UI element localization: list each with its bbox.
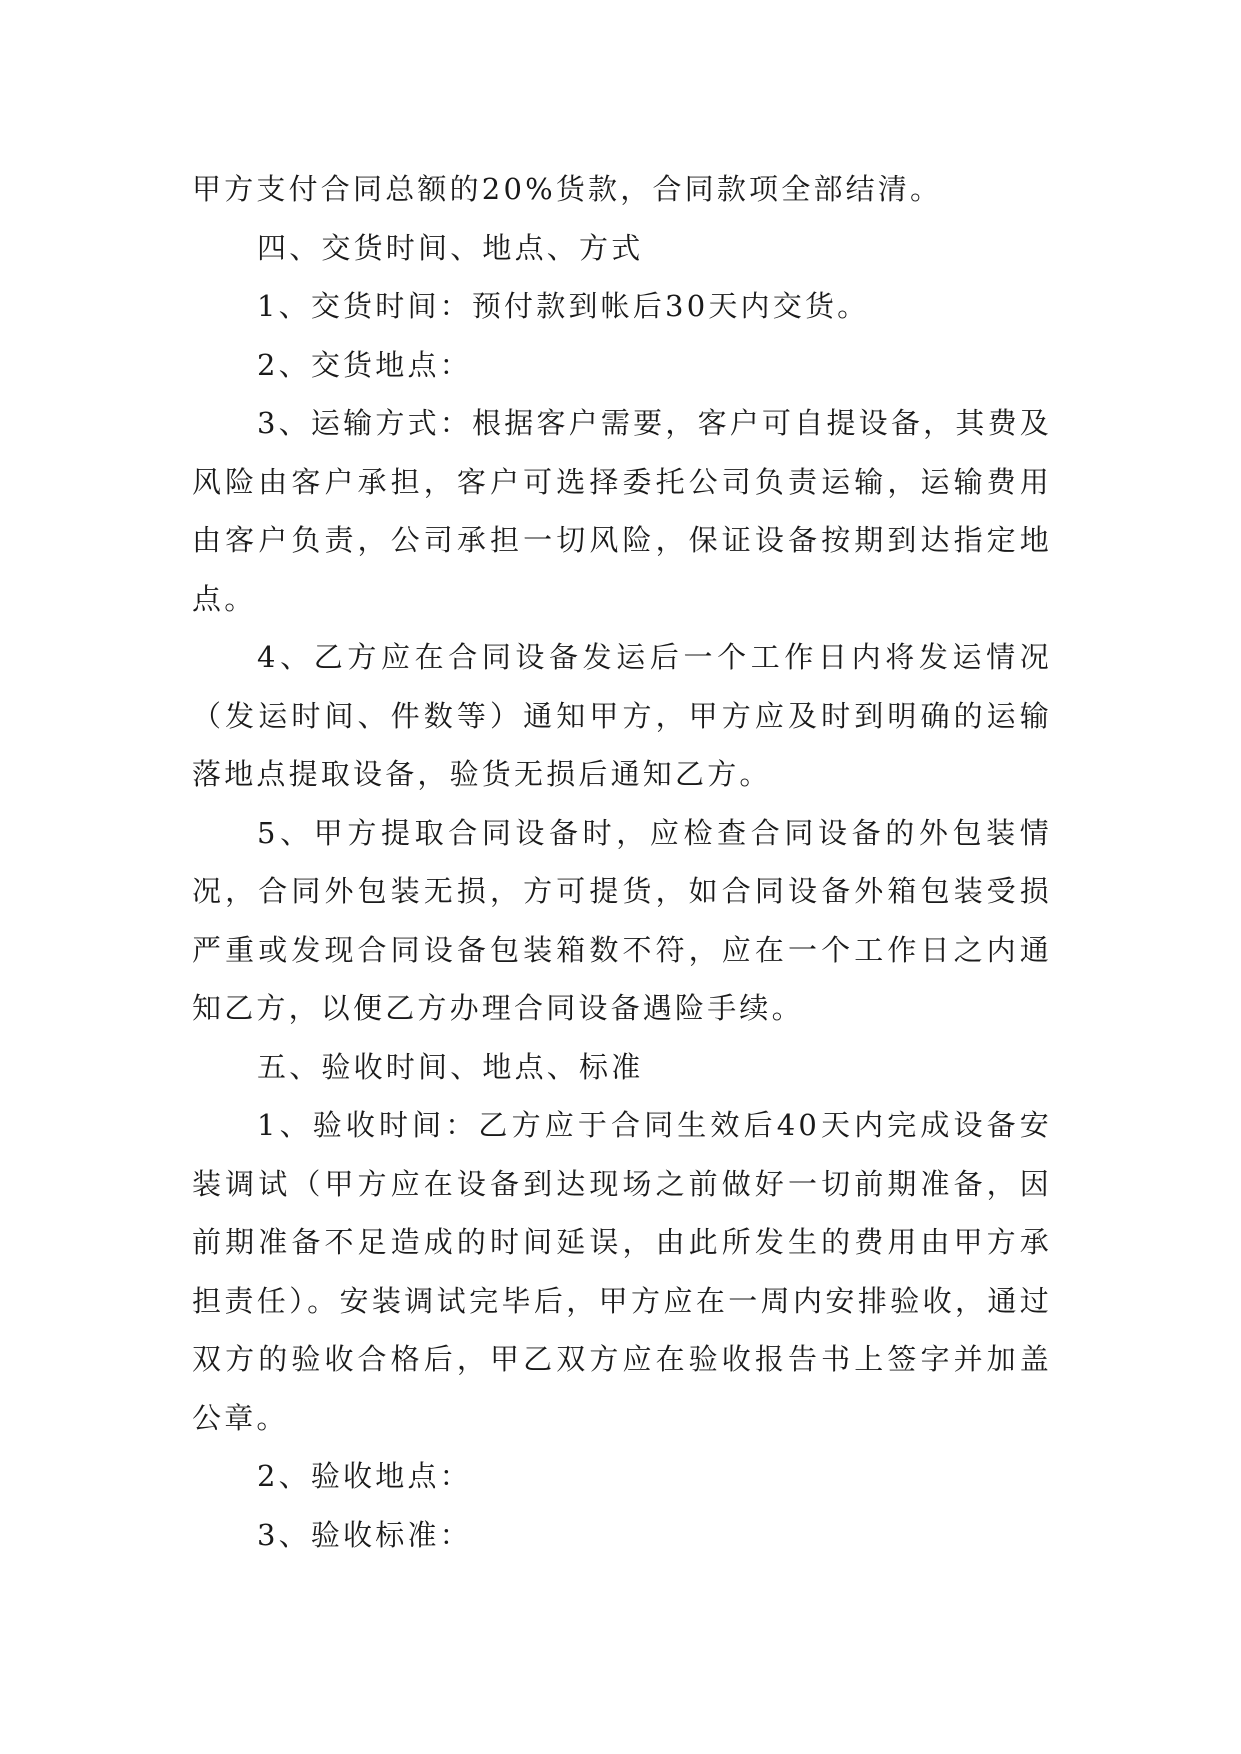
paragraph-delivery-time: 1、交货时间：预付款到帐后30天内交货。 — [257, 289, 870, 323]
section-heading-acceptance: 五、验收时间、地点、标准 — [257, 1049, 644, 1084]
document-body — [192, 160, 1052, 1564]
paragraph-transport-method: 3、运输方式：根据客户需要，客户可自提设备，其费及风险由客户承担，客户可选择委托公司负责运输，运输费用由客户负责，公司承担一切风险，保证设备按期到达指定地点。 — [192, 406, 1052, 616]
section-heading-delivery: 四、交货时间、地点、方式 — [257, 230, 644, 265]
paragraph-shipping-notice: 4、乙方应在合同设备发运后一个工作日内将发运情况（发运时间、件数等）通知甲方，甲方应及时到明确的运输落地点提取设备，验货无损后通知乙方。 — [192, 640, 1052, 791]
paragraph-acceptance-standard: 3、验收标准： — [257, 1517, 472, 1552]
paragraph-acceptance-location: 2、验收地点： — [257, 1459, 472, 1493]
paragraph-pickup-inspection: 5、甲方提取合同设备时，应检查合同设备的外包装情况，合同外包装无损，方可提货，如合同设备外箱包装受损严重或发现合同设备包装箱数不符，应在一个工作日之内通知乙方，以便乙方办理合同设备遇险手续。 — [192, 815, 1052, 1025]
paragraph-delivery-location: 2、交货地点： — [257, 347, 472, 382]
paragraph-acceptance-time: 1、验收时间：乙方应于合同生效后40天内完成设备安装调试（甲方应在设备到达现场之前做好一切前期准备，因前期准备不足造成的时间延误，由此所发生的费用由甲方承担责任）。安装调试完毕后，甲方应在一周内安排验收，通过双方的验收合格后，甲乙双方应在验收报告书上签字并加盖公章。 — [192, 1108, 1052, 1435]
paragraph-payment-settlement: 甲方支付合同总额的20%货款，合同款项全部结清。 — [192, 172, 943, 206]
